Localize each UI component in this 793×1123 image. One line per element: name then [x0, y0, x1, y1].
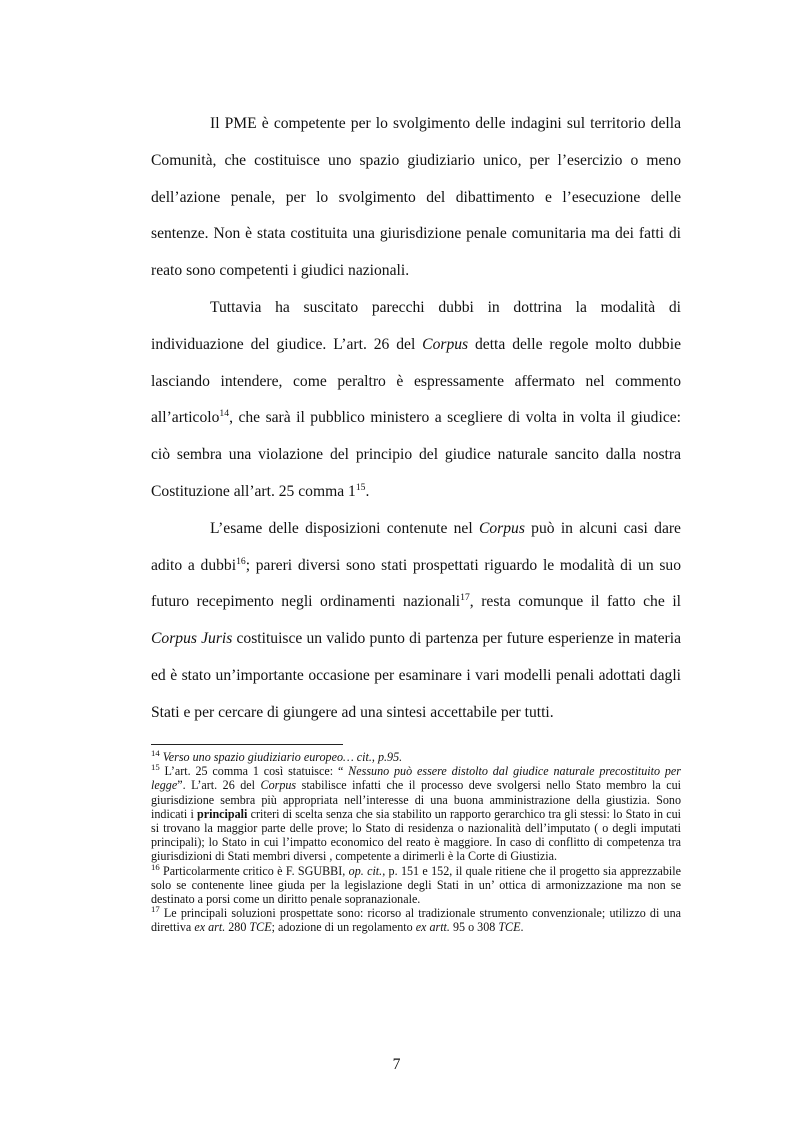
- footnote-17-text: ; adozione di un regolamento: [271, 920, 416, 935]
- footnote-17-text: .: [520, 920, 524, 935]
- body-text: [151, 106, 681, 732]
- footnote-16-text: Particolarmente critico è F. SGUBBI,: [159, 863, 349, 878]
- paragraph-3-text: costituisce un valido punto di partenza per future esperienze in materia ed è stato un’importante occasione per esaminare i vari modelli penali adottati dagli Stati e per cercare di giungere ad una sintesi accettabile per tutti.: [151, 630, 681, 721]
- footnote-15-text: stabilisce infatti che il processo deve svolgersi nello Stato membro la cui giurisdizione sembra più appropriata nell’interesse di una buona amministrazione della giustizia. Sono indicati i: [151, 778, 681, 821]
- footnote-15-quote: Nessuno può essere distolto dal giudice naturale precostituito per legge: [151, 764, 681, 793]
- corpus-term: Corpus: [260, 778, 297, 793]
- footnote-ref-16[interactable]: 16: [236, 555, 246, 567]
- paragraph-3-text: ; pareri diversi sono stati prospettati riguardo le modalità di un suo futuro recepimento negli ordinamenti nazionali: [151, 556, 681, 611]
- footnote-16-opcit: op. cit.: [348, 863, 383, 878]
- footnote-ref-15[interactable]: 15: [355, 481, 366, 493]
- footnote-14-citation: Verso uno spazio giudiziario europeo… cit., p.95.: [162, 750, 403, 764]
- corpus-term: Corpus: [422, 335, 469, 353]
- page-number: 7: [392, 1056, 401, 1073]
- footnote-15-text: L’art. 25 comma 1 così statuisce: “: [159, 764, 349, 779]
- paragraph-3: [151, 511, 681, 732]
- footnote-15: [151, 764, 681, 863]
- footnotes: [151, 747, 681, 935]
- footnote-17-exart: ex art.: [194, 920, 226, 935]
- footnote-16-text: , p. 151 e 152, il quale ritiene che il progetto sia apprezzabile solo se contenente linee giuda per la legislazione degli Stati in un’ ottica di armonizzazione ma non se destinato a porsi come un diritto penale sopranazionale.: [151, 863, 681, 907]
- footnote-17-tce: TCE: [249, 920, 272, 935]
- paragraph-2-text: detta delle regole molto dubbie lasciando intendere, come peraltro è espressamente affermato nel commento all’articolo: [151, 335, 681, 427]
- footnote-16: [151, 861, 681, 907]
- paragraph-3-text: può in alcuni casi dare adito a dubbi: [151, 519, 681, 574]
- footnote-17-text: Le principali soluzioni prospettate sono: ricorso al tradizionale strumento convenzionale; utilizzo di una direttiva: [151, 906, 681, 935]
- footnote-15-text: ”. L’art. 26 del: [177, 778, 261, 793]
- footnote-number: 16: [151, 861, 160, 872]
- paragraph-2: [151, 290, 681, 511]
- paragraph-2-text: , che sarà il pubblico ministero a scegliere di volta in volta il giudice: ciò sembra una violazione del principio del giudice naturale sancito dalla nostra Costituzione all’art. 25 comma 1: [151, 409, 681, 500]
- footnote-17: [151, 906, 681, 934]
- footnote-separator: [151, 744, 343, 745]
- paragraph-1: [151, 106, 681, 290]
- corpus-term: Corpus: [478, 519, 525, 537]
- corpus-juris-term: Corpus Juris: [151, 630, 233, 648]
- paragraph-2-text: .: [365, 482, 370, 500]
- footnote-15-text: criteri di scelta senza che sia stabilito un rapporto gerarchico tra gli stessi: lo Stato in cui si trovano la maggior parte delle prove; lo Stato di residenza o nazionalità dell’imputato ( o degli imputati principali); lo Stato in cui l’impatto economico del reato è maggiore. In caso di conflitto di competenza tra giurisdizioni di Stati membri diversi , competente a dirimerli è la Corte di Giustizia.: [151, 806, 681, 864]
- footnote-ref-17[interactable]: 17: [460, 592, 470, 604]
- footnote-17-tce: TCE: [498, 920, 521, 935]
- footnote-number: 15: [151, 762, 160, 773]
- footnote-17-exartt: ex artt.: [415, 920, 450, 935]
- footnote-number: 14: [151, 747, 160, 758]
- paragraph-3-text: L’esame delle disposizioni contenute nel: [210, 519, 479, 537]
- footnote-17-text: 280: [225, 920, 250, 935]
- paragraph-1-text: Il PME è competente per lo svolgimento delle indagini sul territorio della Comunità, che costituisce uno spazio giudiziario unico, per l’esercizio o meno dell’azione penale, per lo svolgimento del dibattimento e l’esecuzione delle sentenze. Non è stata costituita una giurisdizione penale comunitaria ma dei fatti di reato sono competenti i giudici nazionali.: [151, 115, 681, 280]
- footnote-15-bold: principali: [197, 806, 248, 821]
- footnote-14: [151, 747, 681, 764]
- footnote-17-text: 95 o 308: [449, 920, 499, 935]
- paragraph-2-text: Tuttavia ha suscitato parecchi dubbi in dottrina la modalità di individuazione del giudice. L’art. 26 del: [151, 298, 681, 353]
- footnote-number: 17: [151, 904, 160, 915]
- paragraph-3-text: , resta comunque il fatto che il: [469, 593, 681, 611]
- footnote-ref-14[interactable]: 14: [219, 408, 230, 420]
